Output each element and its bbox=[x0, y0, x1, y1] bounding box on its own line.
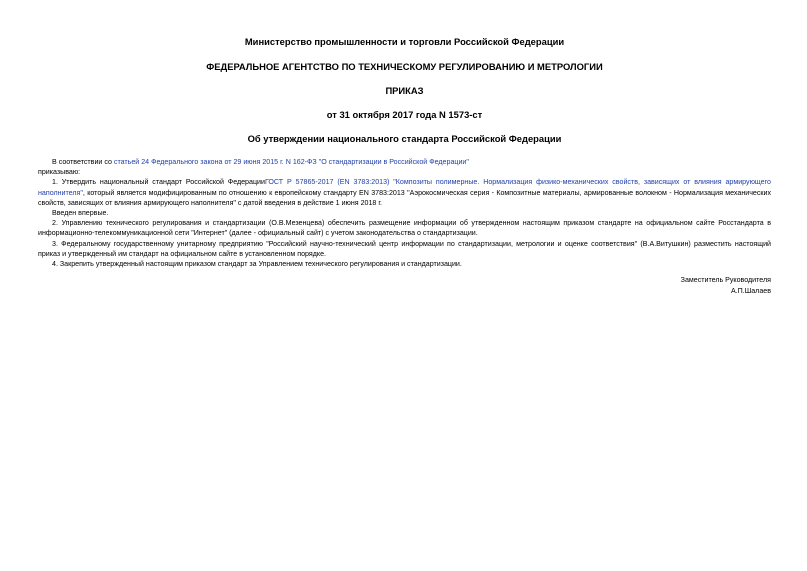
intro-prefix: В соответствии со bbox=[52, 158, 114, 166]
order-word: приказываю: bbox=[38, 168, 81, 177]
gost-standard-link[interactable]: ГОСТ Р 57865-2017 (EN 3783:2013) "Композиты полимерные. Нормализация физико-механических свойств, зависящих от влияния армирующего наполнителя" bbox=[38, 178, 771, 197]
intro-paragraph bbox=[38, 157, 771, 167]
introduced-first-note: Введен впервые. bbox=[52, 209, 109, 218]
document-type: ПРИКАЗ bbox=[385, 85, 424, 96]
document-subject: Об утверждении национального стандарта Российской Федерации bbox=[247, 133, 562, 144]
document-date-number: от 31 октября 2017 года N 1573-ст bbox=[326, 109, 483, 120]
item-4-paragraph: 4. Закрепить утвержденный настоящим приказом стандарт за Управлением технического регулирования и стандартизации. bbox=[52, 260, 462, 269]
signatory-name: А.П.Шалаев bbox=[730, 286, 771, 295]
agency-title: ФЕДЕРАЛЬНОЕ АГЕНТСТВО ПО ТЕХНИЧЕСКОМУ РЕГУЛИРОВАНИЮ И МЕТРОЛОГИИ bbox=[206, 61, 603, 72]
item-1-prefix: 1. Утвердить национальный стандарт Российской Федерации bbox=[52, 178, 265, 187]
item-1-suffix: , который является модифицированным по отношению к европейскому стандарту EN 3783:2013 "Аэрокосмическая серия - Композитные материалы, армированные волокном - Нормализация механических свойств, зависящих от влияния армирующего наполнителя" с датой введения в действие 1 июня 2018 г. bbox=[38, 188, 771, 207]
document-body bbox=[38, 157, 771, 269]
ministry-title: Министерство промышленности и торговли Российской Федерации bbox=[244, 36, 565, 47]
signature-block bbox=[38, 275, 771, 296]
law-article-link[interactable]: статьей 24 Федерального закона от 29 июня 2015 г. N 162-ФЗ "О стандартизации в Российской Федерации" bbox=[113, 158, 469, 166]
signatory-position: Заместитель Руководителя bbox=[680, 276, 771, 285]
item-1-paragraph bbox=[38, 177, 771, 208]
item-3-paragraph: 3. Федеральному государственному унитарному предприятию "Российский научно-технический центр информации по стандартизации, метрологии и оценке соответствия" (В.А.Витушкин) разместить настоящий приказ и утвержденный им стандарт на официальном сайте в установленном порядке. bbox=[38, 239, 771, 258]
item-2-paragraph: 2. Управлению технического регулирования и стандартизации (О.В.Мезенцева) обеспечить размещение информации об утвержденном настоящим приказом стандарте на официальном сайте Росстандарта в информационно-телекоммуникационной сети "Интернет" (далее - официальный сайт) с учетом законодательства о стандартизации. bbox=[38, 219, 771, 238]
